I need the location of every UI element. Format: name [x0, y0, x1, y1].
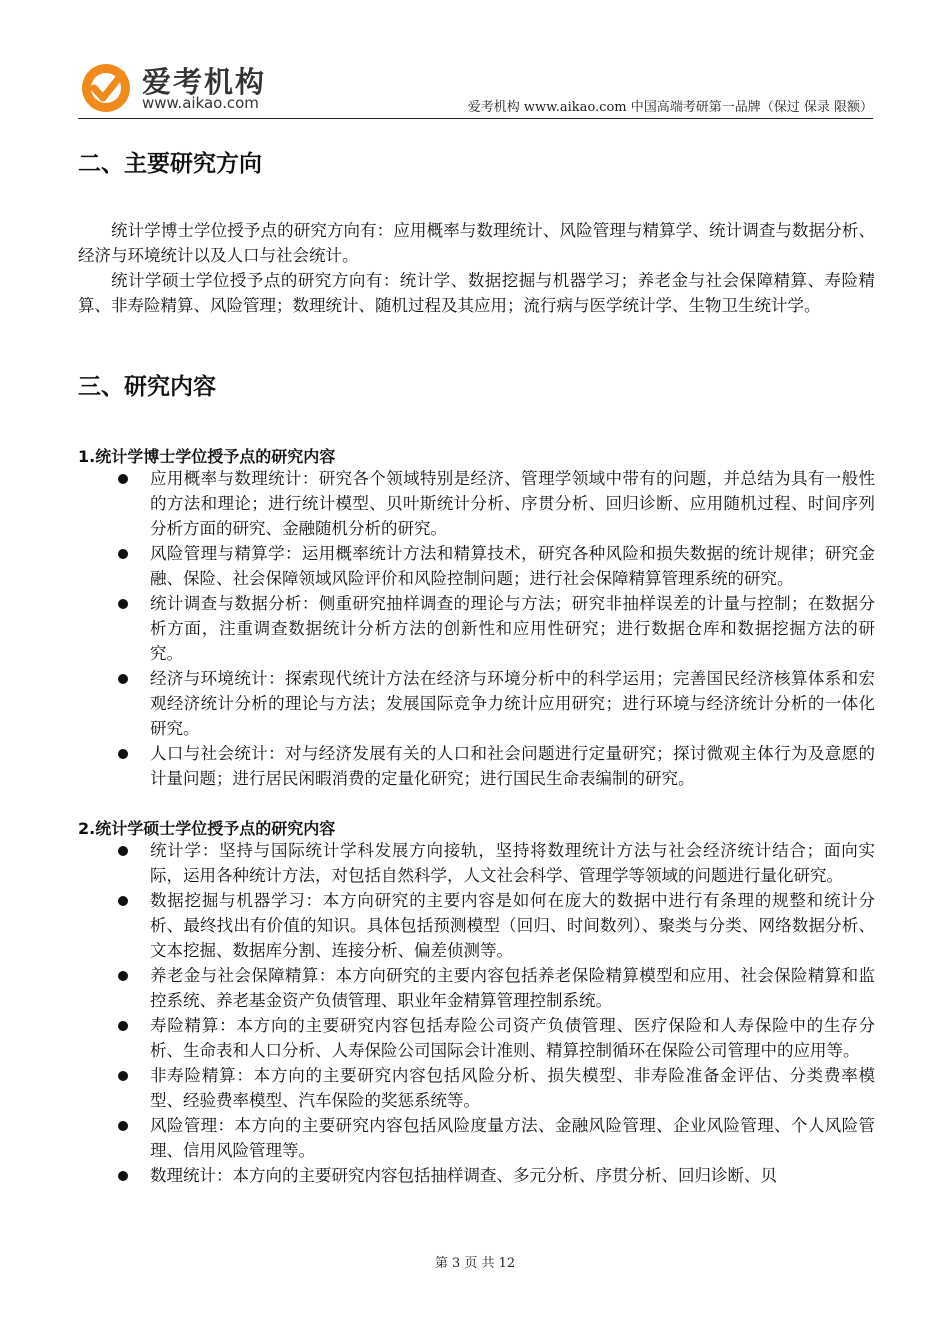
logo-name: 爱考机构: [142, 65, 267, 99]
bullet-icon: [118, 599, 128, 609]
list-item: [78, 1113, 875, 1163]
list-item-text: 养老金与社会保障精算：本方向研究的主要内容包括养老保险精算模型和应用、社会保险精算和监控系统、养老基金资产负债管理、职业年金精算管理控制系统。: [150, 966, 875, 1010]
bullet-icon: [118, 749, 128, 759]
list-item: [78, 1013, 875, 1063]
page-number: 第 3 页 共 12: [434, 1256, 516, 1271]
paragraph-phd-directions: 统计学博士学位授予点的研究方向有：应用概率与数理统计、风险管理与精算学、统计调查与数据分析、经济与环境统计以及人口与社会统计。: [78, 221, 875, 265]
logo: [78, 56, 278, 114]
bullet-icon: [118, 1071, 128, 1081]
list-item: [78, 541, 875, 591]
bullet-icon: [118, 896, 128, 906]
list-item: [78, 466, 875, 541]
list-item: [78, 1163, 875, 1188]
section-2-heading: 二、主要研究方向: [78, 151, 262, 177]
page-header: [78, 56, 873, 119]
bullet-icon: [118, 1121, 128, 1131]
list-item: [78, 963, 875, 1013]
bullet-icon: [118, 1171, 128, 1181]
list-item-text: 经济与环境统计：探索现代统计方法在经济与环境分析中的科学运用；完善国民经济核算体系和宏观经济统计分析的理论与方法；发展国际竞争力统计应用研究；进行环境与经济统计分析的一体化研究。: [150, 669, 875, 738]
list-item-text: 风险管理：本方向的主要研究内容包括风险度量方法、金融风险管理、企业风险管理、个人风险管理、信用风险管理等。: [150, 1116, 875, 1160]
list-item: [78, 741, 875, 791]
list-item: [78, 591, 875, 666]
list-item-text: 数据挖掘与机器学习：本方向研究的主要内容是如何在庞大的数据中进行有条理的规整和统计分析、最终找出有价值的知识。具体包括预测模型（回归、时间数列）、聚类与分类、网络数据分析、文本挖掘、数据库分割、连接分析、偏差侦测等。: [150, 891, 875, 960]
subsection-1-heading: 1.统计学博士学位授予点的研究内容: [78, 447, 336, 466]
bullet-icon: [118, 674, 128, 684]
list-item-text: 数理统计：本方向的主要研究内容包括抽样调查、多元分析、序贯分析、回归诊断、贝: [150, 1166, 777, 1185]
master-content-list: [78, 838, 875, 1188]
list-item-text: 寿险精算：本方向的主要研究内容包括寿险公司资产负债管理、医疗保险和人寿保险中的生存分析、生命表和人口分析、人寿保险公司国际会计准则、精算控制循环在保险公司管理中的应用等。: [150, 1016, 875, 1060]
list-item-text: 人口与社会统计：对与经济发展有关的人口和社会问题进行定量研究；探讨微观主体行为及意愿的计量问题；进行居民闲暇消费的定量化研究；进行国民生命表编制的研究。: [150, 744, 875, 788]
bullet-icon: [118, 474, 128, 484]
list-item-text: 统计调查与数据分析：侧重研究抽样调查的理论与方法；研究非抽样误差的计量与控制；在数据分析方面，注重调查数据统计分析方法的创新性和应用性研究；进行数据仓库和数据挖掘方法的研究。: [150, 594, 875, 663]
header-tagline: 爱考机构 www.aikao.com 中国高端考研第一品牌（保过 保录 限额）: [467, 100, 873, 115]
list-item: [78, 838, 875, 888]
bullet-icon: [118, 1021, 128, 1031]
bullet-icon: [118, 846, 128, 856]
subsection-2-heading: 2.统计学硕士学位授予点的研究内容: [78, 819, 336, 838]
list-item-text: 应用概率与数理统计：研究各个领域特别是经济、管理学领域中带有的问题，并总结为具有一般性的方法和理论；进行统计模型、贝叶斯统计分析、序贯分析、回归诊断、应用随机过程、时间序列分析方面的研究、金融随机分析的研究。: [150, 469, 875, 538]
list-item-text: 统计学：坚持与国际统计学科发展方向接轨，坚持将数理统计方法与社会经济统计结合；面向实际，运用各种统计方法，对包括自然科学，人文社会科学、管理学等领域的问题进行量化研究。: [150, 841, 875, 885]
section-3-heading: 三、研究内容: [78, 374, 216, 400]
list-item-text: 非寿险精算：本方向的主要研究内容包括风险分析、损失模型、非寿险准备金评估、分类费率模型、经验费率模型、汽车保险的奖惩系统等。: [150, 1066, 875, 1110]
list-item: [78, 1063, 875, 1113]
logo-url: www.aikao.com: [142, 94, 259, 112]
checkmark-logo-icon: [80, 62, 132, 114]
list-item-text: 风险管理与精算学：运用概率统计方法和精算技术，研究各种风险和损失数据的统计规律；研究金融、保险、社会保障领域风险评价和风险控制问题；进行社会保障精算管理系统的研究。: [150, 544, 875, 588]
phd-content-list: [78, 466, 875, 791]
bullet-icon: [118, 971, 128, 981]
bullet-icon: [118, 549, 128, 559]
list-item: [78, 666, 875, 741]
list-item: [78, 888, 875, 963]
paragraph-master-directions: 统计学硕士学位授予点的研究方向有：统计学、数据挖掘与机器学习；养老金与社会保障精算、寿险精算、非寿险精算、风险管理；数理统计、随机过程及其应用；流行病与医学统计学、生物卫生统计学。: [78, 271, 875, 315]
